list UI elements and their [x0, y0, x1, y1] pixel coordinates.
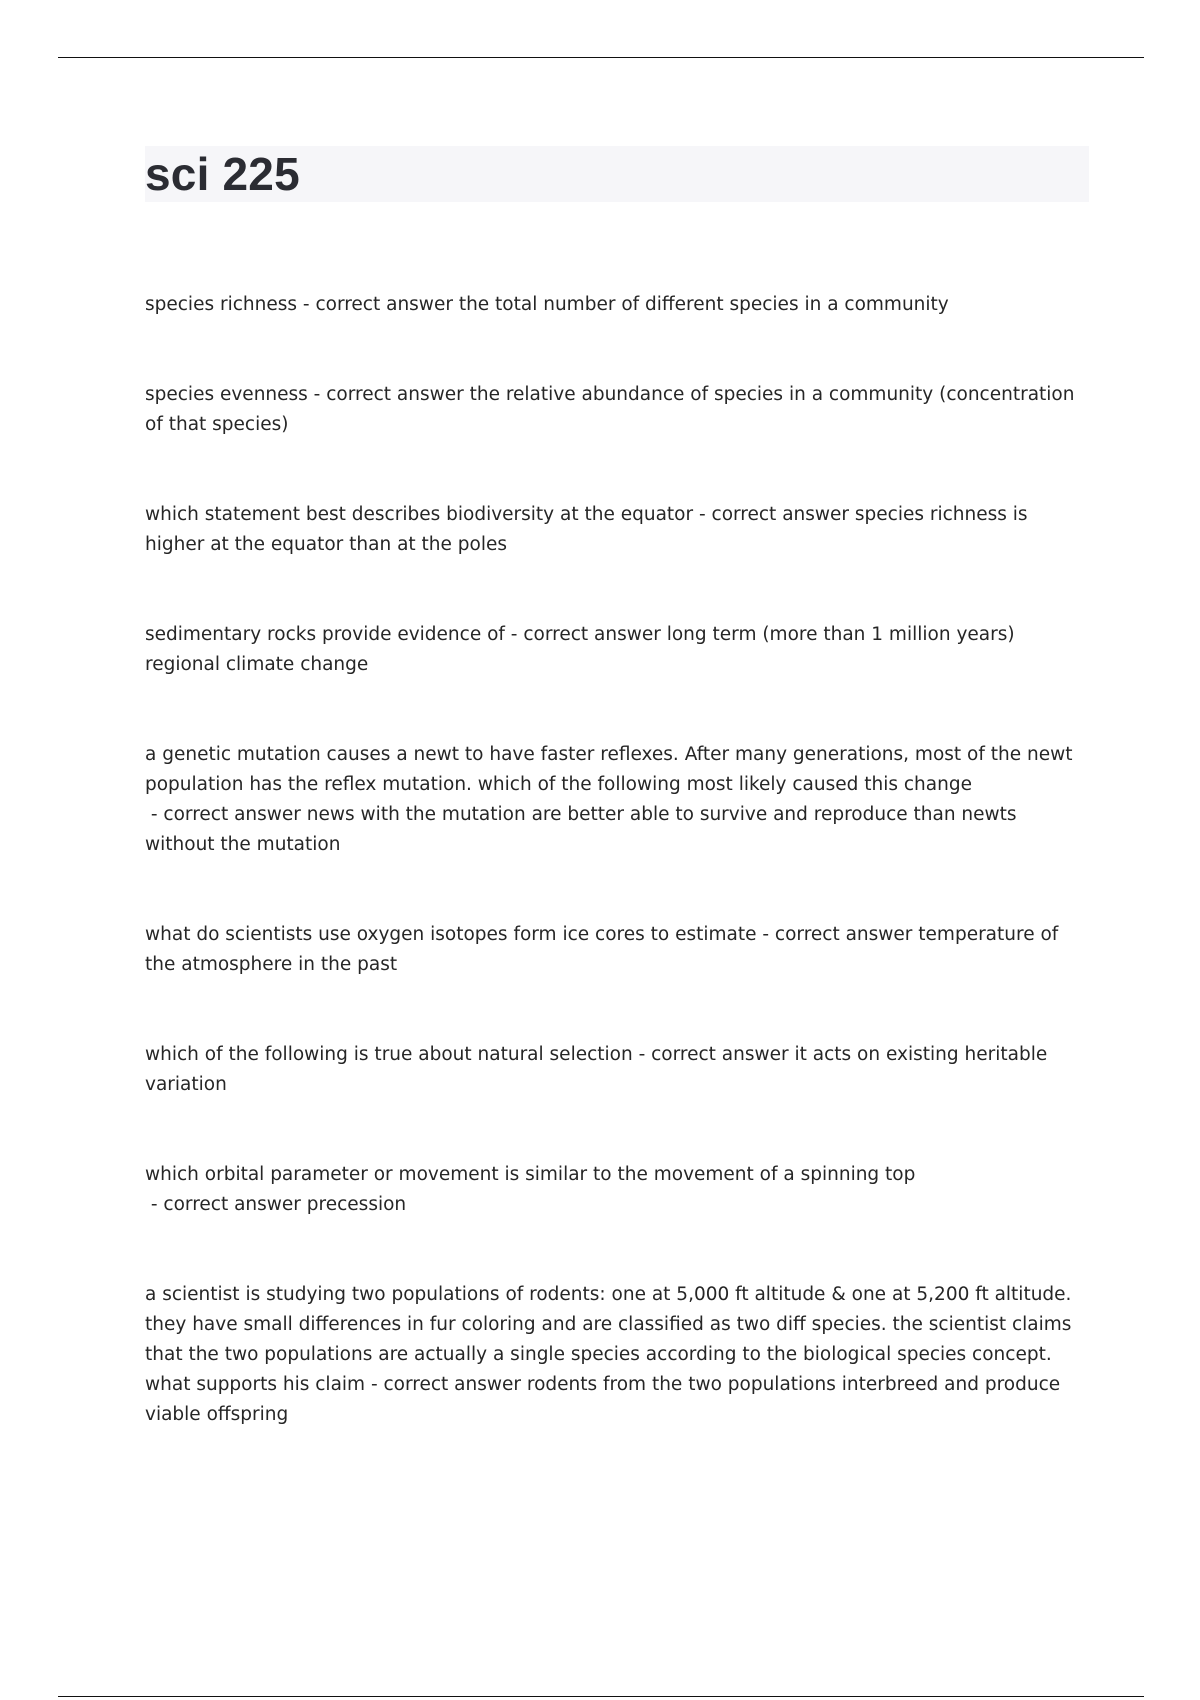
- answer-text: precession: [306, 1194, 407, 1215]
- answer-text: it acts on existing heritable variation: [145, 1044, 1048, 1095]
- answer-text: rodents from the two populations interbreed and produce viable offspring: [145, 1374, 1061, 1425]
- qa-item: [145, 290, 1085, 320]
- qa-list: [145, 290, 1085, 1490]
- answer-separator: - correct answer: [307, 384, 470, 405]
- question-text: which orbital parameter or movement is similar to the movement of a spinning top: [145, 1164, 916, 1185]
- question-text: a scientist is studying two populations of rodents: one at 5,000 ft altitude & one at 5,200 ft altitude. they have small differences in fur coloring and are classified as two diff species. the scientist claims that the two populations are actually a single species according to the biological species concept. what supports his claim: [145, 1284, 1072, 1395]
- question-text: species evenness: [145, 384, 308, 405]
- answer-separator: - correct answer: [504, 624, 667, 645]
- answer-text: temperature of the atmosphere in the past: [145, 924, 1059, 975]
- answer-separator: - correct answer: [297, 294, 459, 315]
- qa-item: [145, 500, 1085, 560]
- answer-text: long term (more than 1 million years) regional climate change: [145, 624, 1015, 675]
- answer-text: news with the mutation are better able to survive and reproduce than newts without the mutation: [145, 804, 1017, 855]
- qa-item: [145, 380, 1085, 440]
- bottom-rule: [58, 1696, 1144, 1697]
- qa-item: [145, 920, 1085, 980]
- answer-separator: - correct answer: [632, 1044, 795, 1065]
- top-rule: [58, 57, 1144, 58]
- answer-text: the total number of different species in a community: [458, 294, 949, 315]
- answer-separator: - correct answer: [145, 1194, 307, 1215]
- question-text: which of the following is true about natural selection: [145, 1044, 633, 1065]
- question-text: a genetic mutation causes a newt to have faster reflexes. After many generations, most of the newt population has the reflex mutation. which of the following most likely caused this change: [145, 744, 1073, 795]
- document-title: sci 225: [145, 148, 300, 200]
- answer-separator: - correct answer: [145, 804, 307, 825]
- answer-separator: - correct answer: [756, 924, 919, 945]
- answer-text: species richness is higher at the equator than at the poles: [145, 504, 1028, 555]
- qa-item: [145, 1280, 1085, 1430]
- answer-separator: - correct answer: [365, 1374, 527, 1395]
- question-text: which statement best describes biodiversity at the equator: [145, 504, 694, 525]
- qa-item: [145, 1160, 1085, 1220]
- answer-separator: - correct answer: [693, 504, 855, 525]
- question-text: species richness: [145, 294, 298, 315]
- qa-item: [145, 620, 1085, 680]
- question-text: what do scientists use oxygen isotopes form ice cores to estimate: [145, 924, 757, 945]
- qa-item: [145, 740, 1085, 860]
- qa-item: [145, 1040, 1085, 1100]
- answer-text: the relative abundance of species in a community (concentration of that species): [145, 384, 1075, 435]
- question-text: sedimentary rocks provide evidence of: [145, 624, 505, 645]
